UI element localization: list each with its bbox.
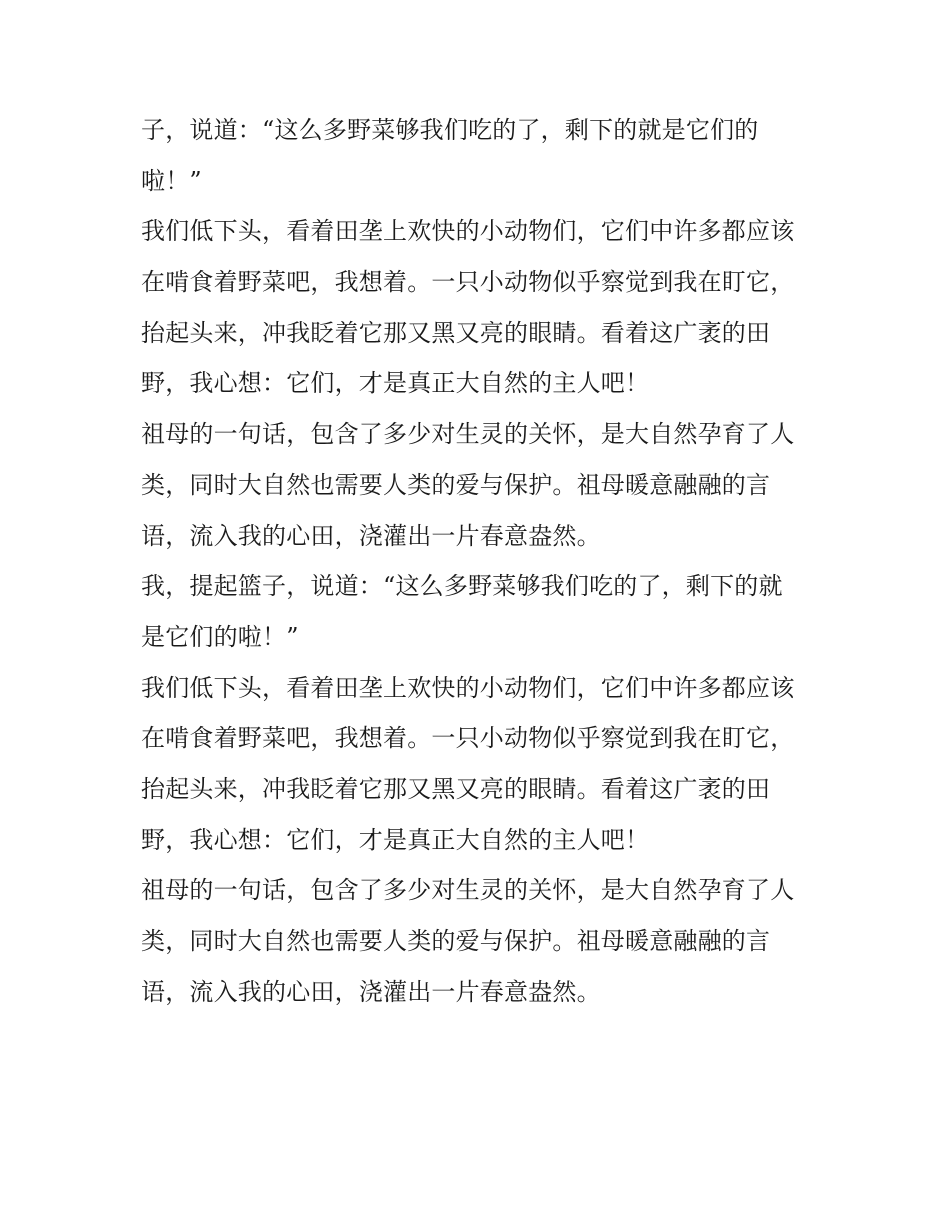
text-line: 在啃食着野菜吧，我想着。一只小动物似乎察觉到我在盯它，: [141, 268, 795, 297]
text-line: 子，说道：“这么多野菜够我们吃的了，剩下的就是它们的: [141, 116, 759, 144]
text-line: 抬起头来，冲我眨着它那又黑又亮的眼睛。看着这广袤的田: [141, 774, 771, 803]
text-line: 类，同时大自然也需要人类的爱与保护。祖母暖意融融的言: [141, 927, 771, 955]
text-line: 我，提起篮子，说道：“这么多野菜够我们吃的了，剩下的就: [141, 572, 783, 601]
text-line: 语，流入我的心田，浇灌出一片春意盎然。: [141, 521, 601, 550]
text-line: 在啃食着野菜吧，我想着。一只小动物似乎察觉到我在盯它，: [141, 724, 795, 753]
text-line: 啦！”: [141, 166, 202, 195]
text-line: 是它们的啦！”: [141, 622, 299, 651]
text-line: 野，我心想：它们，才是真正大自然的主人吧！: [141, 825, 650, 854]
text-line: 祖母的一句话，包含了多少对生灵的关怀，是大自然孕育了人: [141, 876, 795, 905]
text-line: 抬起头来，冲我眨着它那又黑又亮的眼睛。看着这广袤的田: [141, 318, 771, 347]
text-line: 我们低下头，看着田垄上欢快的小动物们，它们中许多都应该: [141, 673, 795, 702]
text-line: 野，我心想：它们，才是真正大自然的主人吧！: [141, 369, 650, 398]
text-line: 类，同时大自然也需要人类的爱与保护。祖母暖意融融的言: [141, 470, 771, 499]
document-body: [141, 105, 821, 1017]
text-line: 语，流入我的心田，浇灌出一片春意盎然。: [141, 977, 601, 1006]
text-line: 我们低下头，看着田垄上欢快的小动物们，它们中许多都应该: [141, 217, 795, 246]
text-line: 祖母的一句话，包含了多少对生灵的关怀，是大自然孕育了人: [141, 420, 795, 449]
